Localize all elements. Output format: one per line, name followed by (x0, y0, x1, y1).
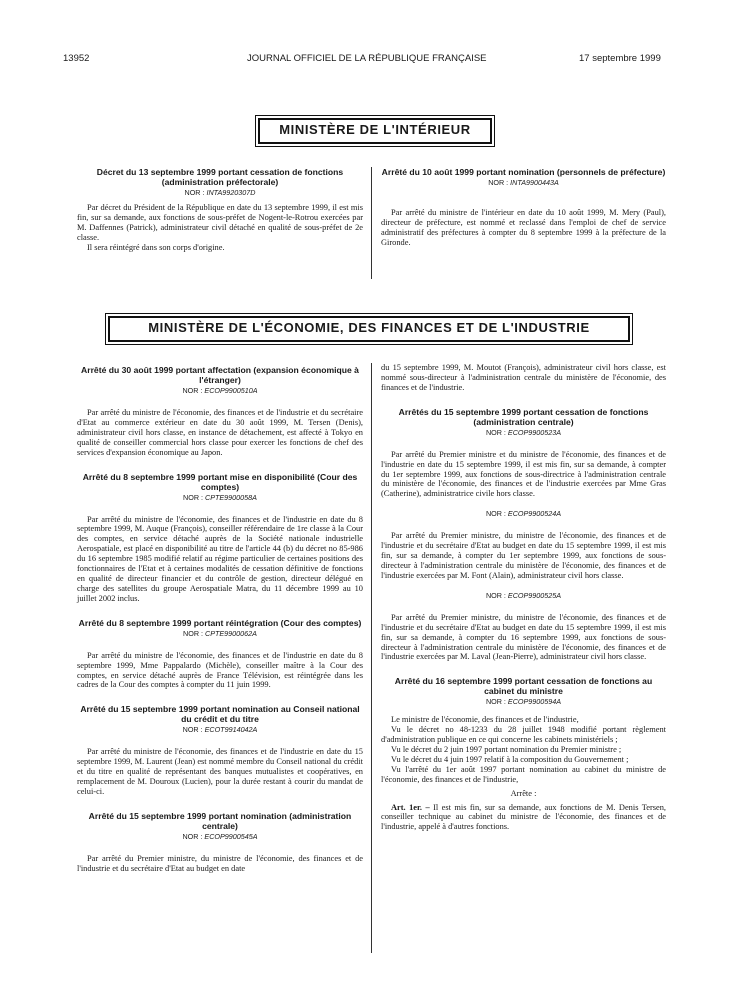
column-divider (371, 363, 372, 953)
continued-paragraph: du 15 septembre 1999, M. Moutot (François), administrateur civil hors classe, est nommé sous-directeur à l'administration centrale du ministère de l'économie, des finances et de l'industrie. (381, 363, 666, 392)
arrete-word: Arrête : (510, 788, 537, 798)
economie-left-column (77, 365, 363, 874)
arrete-title: Arrêté du 8 septembre 1999 portant réintégration (Cour des comptes) (78, 617, 362, 628)
column-divider (371, 167, 372, 279)
arrete-paragraph: Par arrêté du Premier ministre et du ministre de l'économie, des finances et de l'industrie en date du 15 septembre 1999, il est mis fin, sur sa demande, à compter du 1er septembre 1999, aux fonctions de sous-directrice à l'administration centrale du ministère de l'économie, des finances et de l'industrie exercées par Mme Gras (Catherine), administratrice civile hors classe. (381, 449, 666, 499)
interieur-right-column (381, 167, 666, 248)
nor-line: NOR : ECOP9900510A (182, 386, 258, 395)
nor-line: NOR : INTA9900443A (488, 178, 559, 187)
article-label: Art. 1er. – (391, 802, 430, 812)
arrete-title: Arrêté du 10 août 1999 portant nomination (personnels de préfecture) (381, 167, 666, 177)
arrete-title: Arrêté du 15 septembre 1999 portant nomination au Conseil national du crédit et du titre (80, 704, 360, 725)
visa-line: Vu le décret du 4 juin 1997 relatif à la composition du Gouvernement ; (391, 754, 629, 764)
arrete-title: Arrêté du 8 septembre 1999 portant mise en disponibilité (Cour des comptes) (82, 471, 358, 492)
nor-line: NOR : CPTE9900058A (183, 492, 257, 502)
nor-line: NOR : INTA9920307D (184, 188, 256, 197)
decree-paragraph-2: Il sera réintégré dans son corps d'origine. (87, 242, 225, 252)
arrete-title: Arrêté du 16 septembre 1999 portant cessation de fonctions au cabinet du ministre (394, 676, 653, 697)
page-number: 13952 (63, 53, 90, 64)
nor-line: NOR : ECOP9900594A (485, 697, 562, 707)
visa-line: Vu le décret du 2 juin 1997 portant nomination du Premier ministre ; (391, 745, 622, 755)
visa-line: Vu l'arrêté du 1er août 1997 portant nomination au cabinet du ministre de l'économie, des finances et de l'industrie, (381, 764, 666, 784)
journal-title: JOURNAL OFFICIEL DE LA RÉPUBLIQUE FRANÇAISE (247, 53, 487, 64)
arrete-paragraph: Par arrêté du Premier ministre, du ministre de l'économie, des finances et de l'industrie et du secrétaire d'Etat au budget en date du 15 septembre 1999, il est mis fin, sur sa demande, à compter du 1er septembre 1999, aux fonctions de sous-directeur à l'administration centrale du ministère de l'économie, des finances et de l'industrie exercées par M. Font (Alain), administrateur civil hors classe. (381, 531, 666, 580)
ministry-interieur-heading: MINISTÈRE DE L'INTÉRIEUR (258, 118, 492, 144)
arrete-paragraph: Par arrêté du ministre de l'économie, des finances et de l'industrie en date du 8 septembre 1999, M. Auque (François), conseiller référendaire de 1re classe à la Cour des comptes, en service détaché auprès de la Société nationale industrielle Aerospatiale, est placé en disponibilité au titre de l'article 44 (b) du décret no 85-986 du 16 septembre 1985 modifié relatif au régime particulier de certaines positions des fonctionnaires de l'Etat et à certaines modalités de cessation définitive de fonctions en qualité de directeur financier et du contrôle de gestion, directeur délégué en charge des satellites du groupe Aerospatiale Matra, du 11 décembre 1999 au 10 juillet 2002 inclus. (77, 514, 363, 603)
arrete-title: Arrêté du 30 août 1999 portant affectation (expansion économique à l'étranger) (81, 365, 359, 385)
nor-line: NOR : CPTE9900062A (183, 628, 257, 638)
article-1: Art. 1er. – Il est mis fin, sur sa demande, aux fonctions de M. Denis Tersen, conseiller technique au cabinet du ministre de l'économie, des finances et de l'industrie, appelé à d'autres fonctions. (381, 802, 667, 832)
arrete-title: Arrêtés du 15 septembre 1999 portant cessation de fonctions (administration centrale) (398, 406, 649, 427)
arrete-paragraph: Par arrêté du ministre de l'intérieur en date du 10 août 1999, M. Mery (Paul), directeur de préfecture, est nommé et reclassé dans l'emploi de chef de service administratif des préfectures à compter du 8 septembre 1999 à la préfecture de la Gironde. (381, 208, 666, 247)
nor-line: NOR : ECOP9900525A (485, 590, 562, 600)
nor-line: NOR : ECOT9914042A (182, 725, 258, 735)
decree-paragraph: Par décret du Président de la République en date du 13 septembre 1999, il est mis fin, sur sa demande, aux fonctions de sous-préfet de Nogent-le-Rotrou exercées par M. Daffennes (Patrick), administrateur civil détaché en qualité de sous-préfet de 2e classe. (77, 203, 363, 242)
arrete-title: Arrêté du 15 septembre 1999 portant nomination (administration centrale) (88, 810, 352, 831)
economie-right-column (381, 363, 666, 832)
decree-title: Décret du 13 septembre 1999 portant cessation de fonctions (administration préfectorale) (96, 167, 344, 187)
ministry-economie-heading: MINISTÈRE DE L'ÉCONOMIE, DES FINANCES ET DE L'INDUSTRIE (108, 316, 630, 342)
nor-line: NOR : ECOP9900523A (485, 427, 562, 437)
arrete-paragraph: Par arrêté du ministre de l'économie, des finances et de l'industrie et du secrétaire d'Etat au commerce extérieur en date du 30 août 1999, M. Tersen (Denis), administrateur civil hors classe, en instance de détachement, est affecté à Tokyo en qualité de conseiller commercial hors classe pour exercer les fonctions de chef des services d'expansion économique au Japon. (77, 408, 363, 457)
visa-line: Le ministre de l'économie, des finances et de l'industrie, (391, 715, 579, 725)
issue-date: 17 septembre 1999 (579, 53, 661, 64)
arrete-paragraph: Par arrêté du ministre de l'économie, des finances et de l'industrie en date du 8 septembre 1999, Mme Pappalardo (Michèle), conseiller maître à la Cour des comptes, en service détaché auprès de France Télévision, est réintégrée dans les cadres de la Cour des comptes à compter du 11 juin 1999. (77, 650, 363, 690)
visa-line: Vu le décret no 48-1233 du 28 juillet 1948 modifié portant règlement d'administration publique en ce qui concerne les cabinets ministériels ; (381, 725, 666, 745)
nor-line: NOR : ECOP9900524A (485, 509, 562, 519)
arrete-paragraph: Par arrêté du ministre de l'économie, des finances et de l'industrie en date du 15 septembre 1999, M. Laurent (Jean) est nommé membre du Conseil national du crédit et du titre en qualité de représentant des banques mutualistes et coopératives, en remplacement de M. Douroux (Lucien), pour la durée restant à courir du mandat de celui-ci. (77, 747, 363, 796)
arrete-paragraph: Par arrêté du Premier ministre, du ministre de l'économie, des finances et de l'industrie et du secrétaire d'Etat au budget en date (77, 853, 363, 873)
nor-line: NOR : ECOP9900545A (182, 831, 258, 841)
arrete-paragraph: Par arrêté du Premier ministre, du ministre de l'économie, des finances et de l'industrie et du secrétaire d'Etat au budget en date du 15 septembre 1999, il est mis fin, sur sa demande, à compter du 16 septembre 1999, aux fonctions de sous-directeur à l'administration centrale du ministère de l'économie, des finances et de l'industrie exercées par M. Laval (Jean-Pierre), administrateur civil hors classe. (381, 612, 666, 662)
interieur-left-column (77, 167, 363, 253)
